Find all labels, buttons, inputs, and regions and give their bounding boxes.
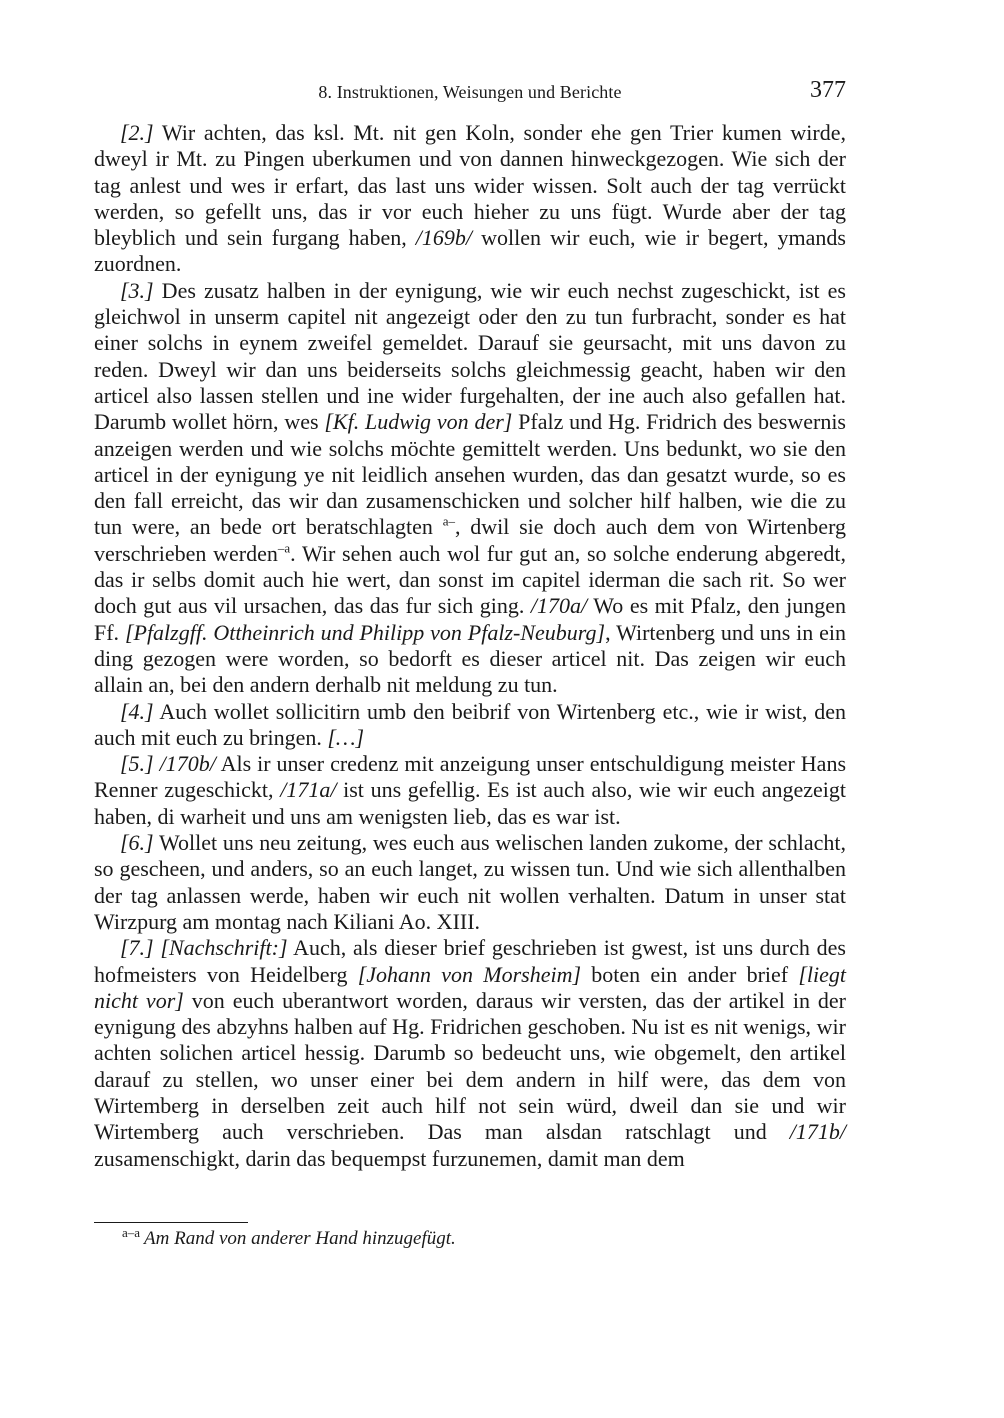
editorial-note: /170a/ [530,593,588,619]
text-segment: , dwil sie doch auch dem von Wirtenberg verschrieben werden [94,514,846,566]
text-segment: Wir achten, das ksl. Mt. nit gen Koln, sonder ehe gen Trier kumen wirde, dweyl ir Mt. zu Pingen uberkumen und von dannen hinweckgezogen. Wie sich der tag anlest und wes ir erfart, das last uns wider wissen. Solt auch der tag verrückt werden, so gefellt uns, das ir vor euch hieher zu uns fügt. Wurde aber der tag bleyblich und sein furgang haben, [94,120,846,251]
paragraph [94,751,846,830]
text-segment: Des zusatz halben in der eynigung, wie wir euch nechst zugeschickt, ist es gleichwol in unserm capitel nit angezeigt oder den zu tun furbracht, sonder es hat einer solchs in eynem zweifel gemeldet. Darauf sie geursacht, mit uns davon zu reden. Dweyl wir dan uns beiderseits solchs gleichmessig geacht, haben wir den articel also lassen stellen und ine wider furgehalten, der ine auch also gefallen hat. Darumb wollet hörn, wes [94,277,846,435]
paragraph [94,830,846,935]
running-head: 8. Instruktionen, Weisungen und Berichte [318,82,622,102]
text-segment: Auch, als dieser brief geschrieben ist gwest, ist uns durch des hofmeisters von Heidelberg [94,935,846,987]
paragraph [94,120,846,278]
paragraph-number: [7.] [Nachschrift:] [120,935,288,961]
text-segment: Auch wollet sollicitirn umb den beibrif von Wirtenberg etc., wie ir wist, den auch mit euch zu bringen. [94,698,846,750]
text-segment: von euch uberantwort worden, daraus wir versten, das der artikel in der eynigung des abzyhns halben auf Hg. Fridrichen geschoben. Nu ist es nit wenigs, wir achten solichen articel hessig. Darumb so bedeucht uns, wie obgemelt, den artikel darauf zu stellen, wo unser einer bei dem andern in hilf were, das dem von Wirtemberg in derselben zeit auch hilf not sein würd, dweil dan sie und wir Wirtemberg auch verschrieben. Das man alsdan ratschlagt und [94,987,846,1145]
text-segment: . Wir sehen auch wol fur gut an, so solche enderung abgeredt, das ir selbs domit auch hie wert, dan sonst im capitel iderman die sach rit. So wer doch gut aus vil ursachen, das das fur sich ging. [94,540,846,619]
text-segment: , Wirtenberg und uns in ein ding gezogen were worden, so bedorft es dieser articel nit. Das zeigen wir euch allain an, bei den andern derhalb nit meldung zu tun. [94,619,847,698]
main-text [94,120,846,1172]
editorial-note: [Pfalzgff. Ottheinrich und Philipp von Pfalz-Neuburg] [124,619,606,645]
editorial-note: /169b/ [415,225,473,251]
text-segment: Wollet uns neu zeitung, wes euch aus welischen landen zukome, der schlacht, so gescheen, und anders, so an euch langet, zu wissen tun. Und wie sich allenthalben der tag anlassen werde, haben wir euch nit wollen verhalten. Datum in unser stat Wirzpurg am montag nach Kiliani Ao. XIII. [94,830,846,934]
text-segment: Als ir unser credenz mit anzeigung unser entschuldigung meister Hans Renner zugeschickt, [94,751,847,803]
footnote-divider [94,1222,248,1223]
paragraph-number: [2.] [120,120,154,145]
text-segment: Pfalz und Hg. Fridrich des beswernis anzeigen werden und wie solchs möchte gemittelt werden. Uns bedunkt, wo sie den articel in der eynigung ye nit leidlich ansehen wurden, das dan gesatzt wurde, so es den fall erreicht, das wir dan zusamenschicken und solcher hilf halben, wie die zu tun were, an bede ort beratschlagten [94,409,846,540]
text-segment: wollen wir euch, wie ir begert, ymands zuordnen. [94,225,846,277]
text-segment: zusamenschigkt, darin das bequempst furzunemen, damit man dem [94,1145,685,1171]
paragraph-number: [6.] [120,830,154,856]
paragraph [94,699,846,752]
page-header [94,77,846,110]
paragraph-number: [5.] [120,751,154,777]
page-number: 377 [810,77,846,103]
editorial-note: […] [327,724,365,750]
paragraph-number: [3.] [120,277,154,303]
editorial-note: /171b/ [789,1119,846,1145]
paragraph-number: [4.] [120,698,154,724]
paragraph [94,935,846,1172]
editorial-note: /171a/ [280,777,337,803]
text-segment: Wo es mit Pfalz, den jungen Ff. [94,593,846,645]
editorial-note: [Kf. Ludwig von der] [324,409,513,435]
editorial-note: [Johann von Morsheim] [357,961,582,987]
text-segment: boten ein ander brief [581,961,799,987]
editorial-note: /170b/ [159,751,216,777]
footnote-reference: a– [442,514,455,530]
paragraph [94,278,846,699]
footnote-text: Am Rand von anderer Hand hinzugefügt. [144,1228,456,1249]
text-segment: ist uns gefellig. Es ist auch also, wie wir euch angezeigt haben, di warheit und uns am wenigsten lieb, das es war ist. [94,777,847,829]
editorial-note: [liegt nicht vor] [94,961,847,1013]
footnote-reference: –a [277,540,291,556]
footnote-mark: a–a [122,1224,141,1240]
footnote [122,1224,456,1250]
